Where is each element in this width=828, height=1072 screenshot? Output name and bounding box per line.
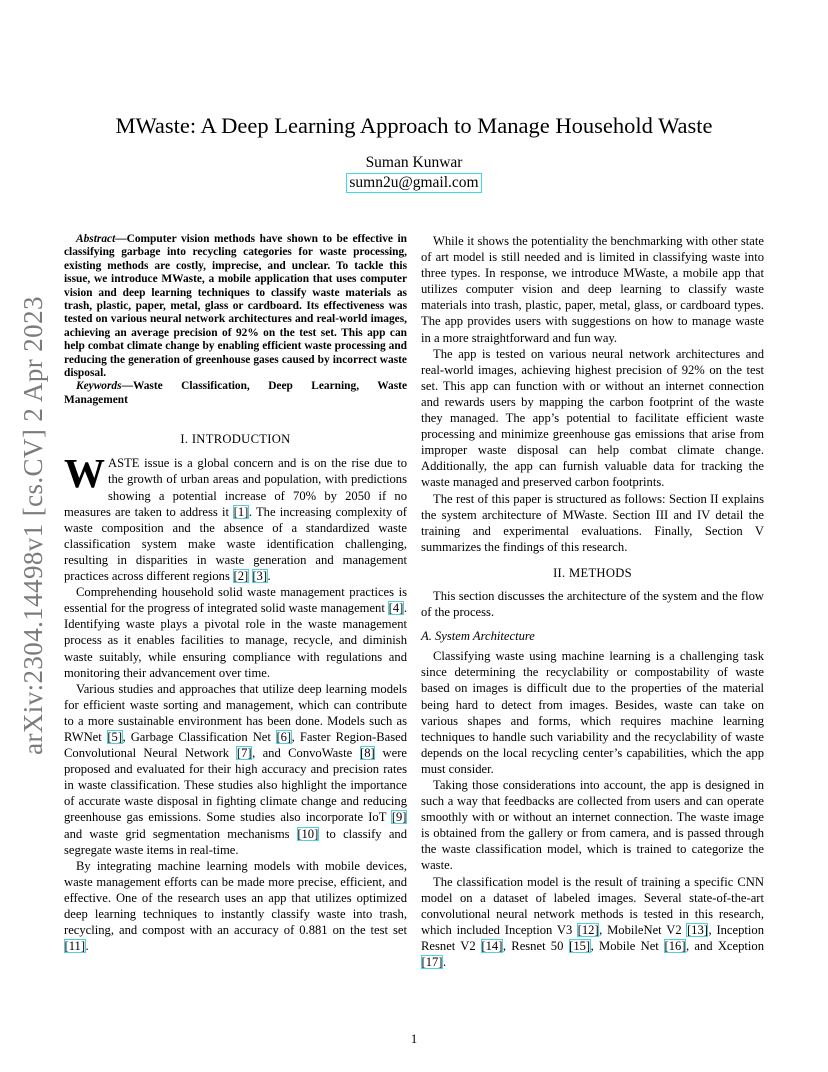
methods-paragraph-2	[421, 648, 764, 777]
abstract	[64, 233, 407, 380]
paragraph-text: .	[442, 955, 447, 970]
methods-paragraph-4	[421, 874, 764, 971]
right-column	[421, 233, 764, 970]
citation-link[interactable]: [10]	[297, 826, 319, 841]
paragraph-text: . The increasing complexity of waste composition and the absence of a standardized waste classification system make waste identification challenging, resulting in disparities in waste generation and management practices across different regions	[64, 504, 407, 584]
paragraph-text: The classification model is the result of training a specific CNN model on a dataset of labeled images. Several state-of-the-art convolutional neural network methods is tested in this research, which included Inception V3	[421, 874, 764, 937]
paragraph-text: , Garbage Classification Net	[122, 729, 276, 744]
intro-paragraph-2	[64, 584, 407, 681]
paragraph-text: , and Xception	[686, 938, 764, 953]
paragraph-text: ASTE issue is a global concern and is on the rise due to the growth of urban areas and population, with predictions showing a potential increase of 70% by 2050 if no measures are taken to address it	[64, 456, 407, 519]
paragraph-text: By integrating machine learning models with mobile devices, waste management efforts can be made more precise, efficient, and effective. One of the research uses an app that utilizes optimized deep learning techniques to instantly classify waste into trash, recycling, and compost with an accuracy of 0.881 on the test set	[64, 858, 407, 938]
methods-paragraph-3	[421, 777, 764, 874]
paragraph-text: Various studies and approaches that utilize deep learning models for efficient waste sorting and management, which can contribute to a more sustainable environment has been done. Models such as RWNet	[64, 681, 407, 744]
section-heading-methods: II. METHODS	[553, 565, 632, 580]
author-email-wrap	[60, 173, 768, 193]
citation-link[interactable]: [16]	[664, 938, 686, 953]
paragraph-text: The app is tested on various neural network architectures and real-world images, achieving highest precision of 92% on the test set. This app can function with or without an internet connection and rewards users by mapping the carbon footprint of the waste they managed. The app’s potential to facilitate efficient waste processing and minimize greenhouse gas emissions that arise from improper waste disposal can help combat climate change. Additionally, the app can furnish valuable data for tracking the waste managed and preserved carbon footprints.	[421, 346, 764, 490]
paragraph-text: Classifying waste using machine learning is a challenging task since determining the recyclability or compostability of waste based on images is difficult due to the properties of the material being hard to detect from images. Besides, waste can take on various shapes and forms, which requires machine learning techniques to handle such variability and the recyclability of waste depends on the local recycling center’s capabilities, which the app must consider.	[421, 649, 764, 776]
citation-link[interactable]: [6]	[276, 729, 292, 744]
author-email-link[interactable]: sumn2u@gmail.com	[346, 173, 481, 193]
keywords	[64, 380, 407, 407]
arxiv-identifier: arXiv:2304.14498v1 [cs.CV] 2 Apr 2023	[17, 295, 48, 755]
paragraph-text: and waste grid segmentation mechanisms	[64, 826, 297, 841]
citation-link[interactable]: [1]	[233, 504, 249, 519]
citation-link[interactable]: [13]	[686, 922, 708, 937]
paragraph-text: were proposed and evaluated for their high accuracy and precision rates in waste classification. These studies also highlight the importance of accurate waste disposal in fighting climate change and reducing greenhouse gas emissions. Some studies also incorporate IoT	[64, 746, 408, 825]
paragraph-text: . Identifying waste plays a pivotal role in the waste management process as it enables facilities to manage, recycle, and diminish waste suitably, while ensuring compliance with regulations and monitoring their advancement over time.	[64, 601, 407, 680]
intro-paragraph-6	[421, 346, 764, 491]
citation-link[interactable]: [2]	[233, 569, 249, 584]
subsection-heading-system-architecture: A. System Architecture	[421, 629, 535, 644]
citation-link[interactable]: [14]	[481, 938, 503, 953]
drop-cap: W	[64, 450, 105, 497]
citation-link[interactable]: [7]	[236, 746, 252, 761]
paragraph-text: Comprehending household solid waste management practices is essential for the progress of integrated solid waste management	[64, 585, 407, 616]
intro-paragraph-7	[421, 491, 764, 555]
citation-link[interactable]: [5]	[107, 729, 123, 744]
citation-link[interactable]: [11]	[64, 939, 86, 954]
left-column	[64, 233, 407, 954]
keywords-label: Keywords	[76, 380, 122, 393]
paragraph-text: , Resnet 50	[502, 938, 569, 953]
intro-paragraph-1	[64, 450, 407, 584]
abstract-text: —Computer vision methods have shown to be effective in classifying garbage into recycling categories for waste processing, existing methods are costly, imprecise, and unclear. To tackle this issue, we introduce MWaste, a mobile application that uses computer vision and deep learning techniques to classify waste materials as trash, plastic, paper, metal, glass or cardboard. Its effectiveness was tested on various neural network architectures and real-world images, achieving an average precision of 92% on the test set. This app can help combat climate change by enabling efficient waste processing and reducing the generation of greenhouse gases caused by incorrect waste disposal.	[64, 233, 407, 380]
paragraph-text: , Faster Region-Based Convolutional Neural Network	[64, 729, 407, 761]
citation-link[interactable]: [12]	[577, 922, 599, 937]
citation-link[interactable]: [3]	[252, 569, 268, 584]
citation-link[interactable]: [17]	[421, 955, 443, 970]
paragraph-text: While it shows the potentiality the benchmarking with other state of art model is still needed and is limited in classifying waste into three types. In response, we introduce MWaste, a mobile app that utilizes computer vision and deep learning to classify waste materials into trash, plastic, paper, metal, glass, or cardboard types. The app provides users with suggestions on how to manage waste in a more straightforward and fun way.	[421, 234, 764, 345]
paragraph-text: , MobileNet V2	[599, 922, 687, 937]
paragraph-text: to classify and segregate waste items in real-time.	[64, 826, 407, 857]
intro-paragraph-3	[64, 681, 407, 858]
page-number: 1	[410, 1032, 418, 1046]
citation-link[interactable]: [4]	[388, 601, 404, 616]
citation-link[interactable]: [15]	[569, 938, 591, 953]
paragraph-text: , Inception Resnet V2	[421, 922, 764, 953]
keywords-text: —Waste Classification, Deep Learning, Waste Management	[64, 380, 407, 406]
arxiv-sidebar	[4, 290, 62, 760]
paragraph-text: This section discusses the architecture of the system and the flow of the process.	[421, 588, 764, 620]
paper-title: MWaste: A Deep Learning Approach to Manage Household Waste	[115, 113, 713, 138]
citation-link[interactable]: [9]	[391, 810, 407, 825]
paragraph-text: , Mobile Net	[590, 938, 665, 953]
intro-paragraph-5	[421, 233, 764, 346]
methods-paragraph-1	[421, 588, 764, 620]
paragraph-text: .	[85, 939, 89, 954]
section-heading-introduction: I. INTRODUCTION	[180, 432, 291, 447]
paragraph-text: , and ConvoWaste	[252, 746, 360, 761]
intro-paragraph-4	[64, 858, 407, 955]
paragraph-text: Taking those considerations into account, the app is designed in such a way that feedbacks are collected from users and can operate smoothly with or without an internet connection. The waste image is obtained from the gallery or from camera, and is passed through the waste classification model, which is trained to categorize the waste.	[421, 778, 764, 873]
citation-link[interactable]: [8]	[360, 746, 375, 761]
paragraph-text: The rest of this paper is structured as follows: Section II explains the system architecture of MWaste. Section III and IV detail the training and experimental evaluations. Finally, Section V summarizes the findings of this research.	[421, 491, 764, 554]
author-name: Suman Kunwar	[365, 154, 463, 171]
abstract-label: Abstract	[76, 233, 116, 245]
paragraph-text: .	[267, 569, 271, 584]
